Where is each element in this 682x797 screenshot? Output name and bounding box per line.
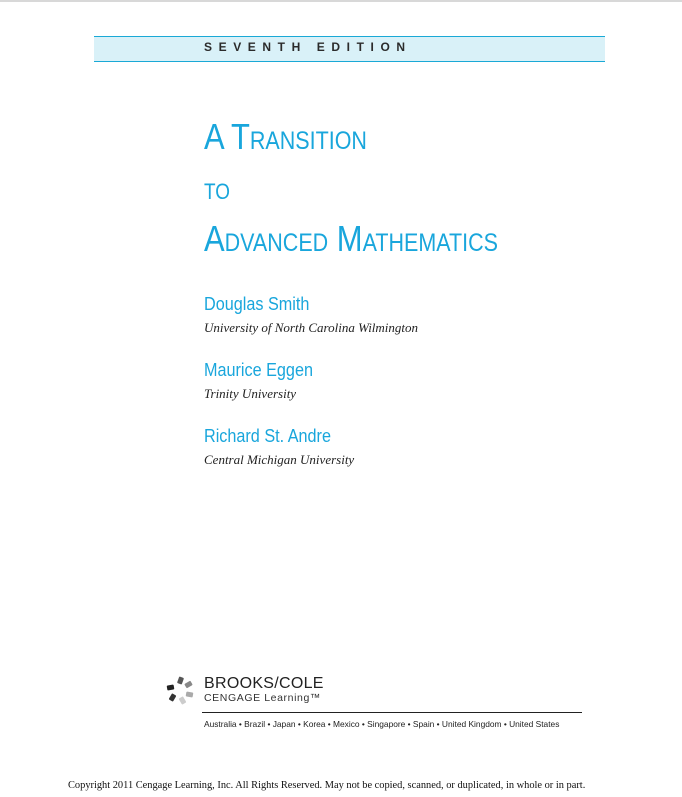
publisher-name: BROOKS/COLE	[204, 675, 324, 692]
title-line-1: A Transition	[204, 116, 367, 157]
publisher-locations: Australia • Brazil • Japan • Korea • Mexico • Singapore • Spain • United Kingdom • United States	[204, 719, 560, 729]
author-affiliation: Central Michigan University	[204, 452, 355, 467]
copyright-notice: Copyright 2011 Cengage Learning, Inc. All Rights Reserved. May not be copied, scanned, or duplicated, in whole or in part.	[68, 780, 586, 791]
author-affiliation: University of North Carolina Wilmington	[204, 320, 419, 335]
edition-band	[94, 36, 605, 62]
title-line-3: Advanced Mathematics	[204, 218, 498, 259]
publisher-subname: CENGAGE Learning™	[204, 692, 321, 704]
title-line-2: to	[204, 170, 230, 206]
cengage-logo-icon	[166, 676, 196, 706]
publisher-divider	[202, 712, 582, 713]
author-name: Douglas Smith	[204, 294, 310, 314]
author-name: Maurice Eggen	[204, 360, 313, 380]
edition-label: SEVENTH EDITION	[204, 40, 412, 54]
author-affiliation: Trinity University	[204, 386, 297, 401]
author-name: Richard St. Andre	[204, 426, 331, 446]
page-top-edge	[0, 0, 682, 2]
